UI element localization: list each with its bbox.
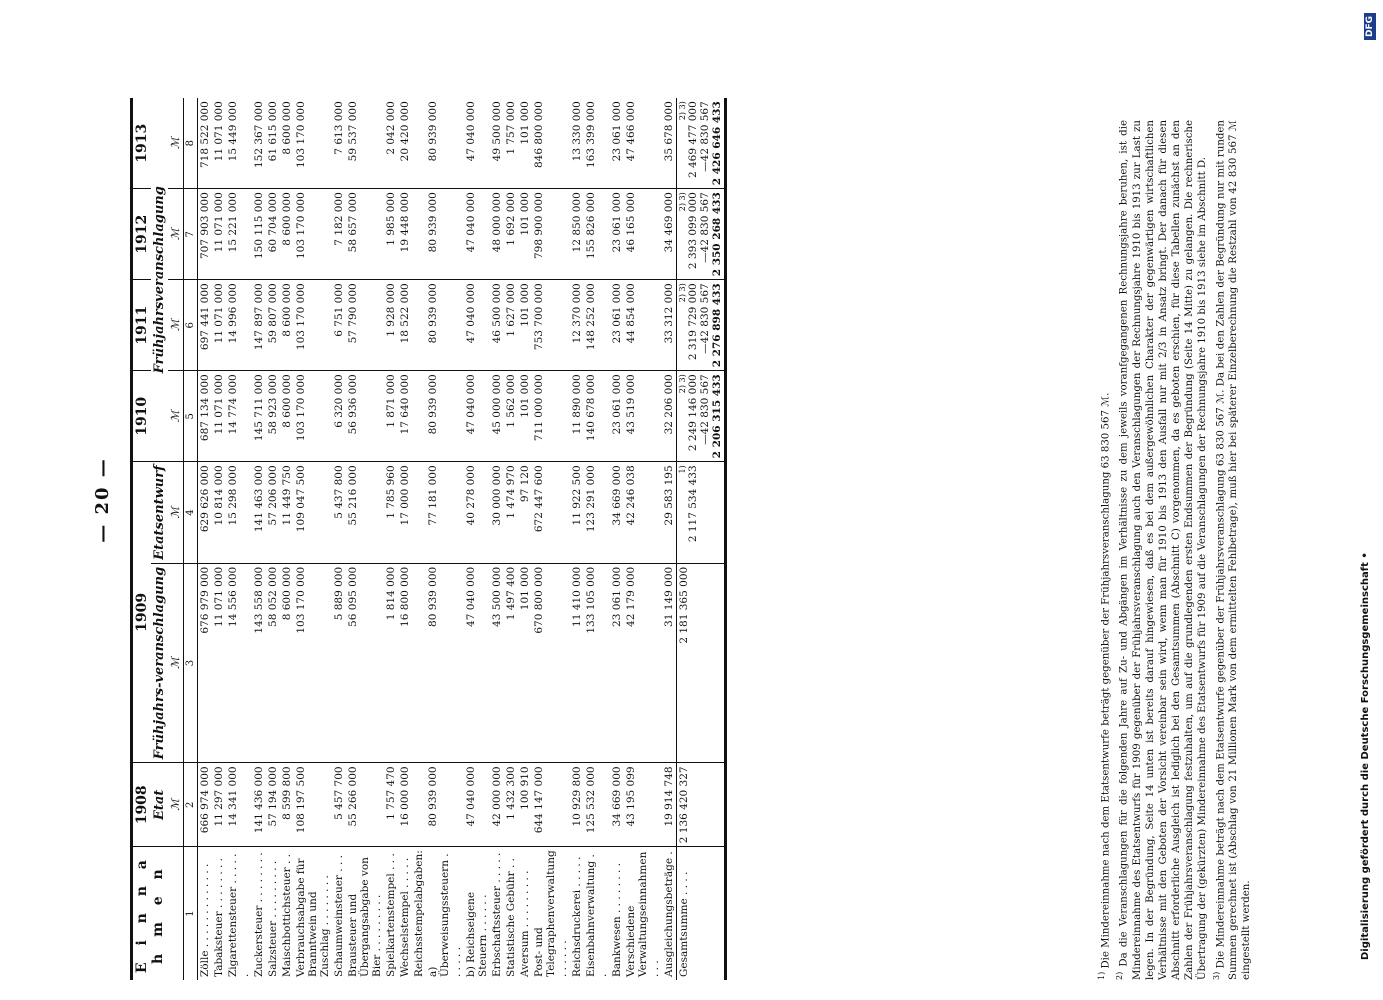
value-cell: 43 519 000 — [624, 371, 662, 462]
value-cell: 1 928 000 — [384, 280, 398, 371]
row-label: Brausteuer und Übergangsabgabe von Bier . . . . . . . . . — [346, 847, 384, 980]
index-2: 2 — [184, 763, 198, 847]
value-cell: 1 474 970 — [504, 462, 518, 563]
unit-8: ℳ — [169, 137, 182, 150]
value-cell: 8 600 000 — [280, 280, 294, 371]
value-cell: 133 105 000 — [584, 563, 610, 763]
value-cell: 718 522 000 — [199, 101, 211, 169]
table-row — [504, 98, 518, 980]
table-row — [332, 98, 346, 980]
value-cell: 1 871 000 — [384, 371, 398, 462]
value-cell: 150 115 000 — [252, 189, 266, 280]
value-cell: 80 939 000 — [426, 563, 464, 763]
value-cell: 47 040 000 — [464, 371, 490, 462]
value-cell: 44 854 000 — [624, 280, 662, 371]
value-cell: 61 615 000 — [267, 101, 279, 162]
total-cell: 2) 3) 2 249 146 000 —42 830 567 2 206 315 433 — [677, 371, 726, 462]
value-cell: 846 800 000 — [533, 101, 545, 169]
value-cell: 48 000 000 — [490, 189, 504, 280]
value-cell: 31 149 000 — [662, 563, 677, 763]
value-cell — [412, 563, 426, 763]
value-cell: 18 522 000 — [398, 280, 412, 371]
row-label: Zölle . . . . . . . . . . . . . — [198, 847, 213, 980]
value-cell — [412, 462, 426, 563]
sub-etat: Etat — [151, 763, 168, 847]
value-cell: 8 599 800 — [280, 763, 294, 847]
value-cell: 15 449 000 — [227, 101, 239, 162]
value-cell: 23 061 000 — [610, 189, 624, 280]
table-row — [198, 98, 213, 980]
total-cell: 2) 3) 2 393 099 000 —42 830 567 2 350 268 433 — [677, 189, 726, 280]
value-cell: 43 195 099 — [624, 763, 662, 847]
row-label: Bankwesen . . . . . . . . — [610, 847, 624, 980]
value-cell: 140 678 000 — [584, 371, 610, 462]
table-row — [610, 98, 624, 980]
value-cell: 60 704 000 — [266, 189, 280, 280]
value-cell: 80 939 000 — [426, 371, 464, 462]
value-cell: 32 206 000 — [662, 371, 677, 462]
value-cell: 19 448 000 — [398, 189, 412, 280]
value-cell: 34 669 000 — [610, 462, 624, 563]
value-cell: 29 583 195 — [662, 462, 677, 563]
total-label: Gesamtsumme . . . . — [677, 847, 726, 980]
dfg-logo: DFG — [1364, 13, 1376, 40]
value-cell: 1 785 960 — [384, 462, 398, 563]
value-cell: 58 052 000 — [266, 563, 280, 763]
value-cell: 6 320 000 — [332, 371, 346, 462]
value-cell: 8 600 000 — [281, 101, 293, 155]
value-cell: 55 216 000 — [346, 462, 384, 563]
row-label: Reichsstempelabgaben: — [412, 847, 426, 980]
value-cell: 155 826 000 — [584, 189, 610, 280]
table-row — [252, 98, 266, 980]
label-header: E i n n a h m e n — [132, 847, 169, 980]
value-cell — [412, 371, 426, 462]
value-cell: 666 974 000 — [198, 763, 213, 847]
value-cell: 10 929 800 — [570, 763, 584, 847]
value-cell: 12 850 000 — [570, 189, 584, 280]
value-cell: 711 000 000 — [532, 371, 570, 462]
value-cell: 47 040 000 — [464, 763, 490, 847]
table-row — [426, 98, 464, 980]
value-cell: 14 996 000 — [226, 280, 252, 371]
value-cell: 101 000 — [519, 101, 531, 145]
value-cell: 42 000 000 — [490, 763, 504, 847]
value-cell: 23 061 000 — [611, 101, 623, 162]
value-cell: 49 500 000 — [491, 101, 503, 162]
deduction-cell: —42 830 567 — [699, 374, 711, 445]
value-cell: 16 000 000 — [398, 763, 412, 847]
value-cell — [412, 189, 426, 280]
table-row — [384, 98, 398, 980]
value-cell — [412, 763, 426, 847]
row-label: Salzsteuer . . . . . . . . . — [266, 847, 280, 980]
value-cell: 145 711 000 — [252, 371, 266, 462]
value-cell: 148 252 000 — [584, 280, 610, 371]
footnote-3: $^{3)}$ Die Mindereinnahme beträgt nach dem Etatsentwurfe gegenüber der Frühjahrsveranschlagung 63 830 567 ℳ. Da bei den Zahlen der Begründung nur mit runden Summen gerechnet ist (Abschlag von 21 Millionen Mark von dem ermittelten Fehlbetrage), muß hier bei späterer Einzelberechnung die Restzahl von 42 830 567 ℳ eingestellt werden. — [1211, 120, 1253, 980]
value-cell: 101 000 — [518, 371, 532, 462]
row-label: Erbschaftssteuer . . . . . — [490, 847, 504, 980]
deduction-cell: —42 830 567 — [699, 192, 711, 263]
table-row — [570, 98, 584, 980]
value-cell: 23 061 000 — [610, 371, 624, 462]
value-cell: 5 437 800 — [332, 462, 346, 563]
value-cell: 58 923 000 — [266, 371, 280, 462]
index-1: 1 — [184, 847, 198, 980]
value-cell: 1 497 400 — [504, 563, 518, 763]
total-cell: 2 181 365 000 — [677, 563, 726, 763]
value-cell: 57 790 000 — [346, 280, 384, 371]
value-cell: 35 678 000 — [663, 101, 675, 162]
value-cell: 23 061 000 — [610, 280, 624, 371]
value-cell: 103 170 000 — [295, 101, 307, 169]
value-cell: 42 179 000 — [624, 563, 662, 763]
value-cell: 109 047 500 — [294, 462, 332, 563]
row-label: a) Überweisungssteuern . . . . . . — [426, 847, 464, 980]
value-cell: 100 910 — [518, 763, 532, 847]
value-cell: 77 181 000 — [426, 462, 464, 563]
value-cell: 15 221 000 — [226, 189, 252, 280]
value-cell: 5 457 700 — [332, 763, 346, 847]
value-cell: 101 000 — [518, 189, 532, 280]
value-cell: 12 370 000 — [570, 280, 584, 371]
value-cell: 46 500 000 — [490, 280, 504, 371]
total-cell: 2) 3) 2 469 477 000 —42 830 567 2 426 646 433 — [677, 98, 726, 189]
net-cell: 2 350 268 433 — [711, 192, 723, 277]
table-row — [294, 98, 332, 980]
table-row — [662, 98, 677, 980]
value-cell: 8 600 000 — [280, 371, 294, 462]
footnote-2: $^{2)}$ Da die Veranschlagungen für die folgenden Jahre auf Zu- und Abgängen im Verhältnisse zu dem jeweils voranfgegangenen Rechnungsjahre beruhen, ist die Mindereinnahme des Etatsentwurfs für 1909 gegenüber der Frühjahrsveranschlagung auch den Veranschlagungen der Rechnungsjahre 1910 bis 1913 zur Last zu legen. In der Begründung, Seite 14 unten ist bereits darauf hingewiesen, daß es bei dem außergewöhnlichen Charakter der gegenwärtigen wirtschaftlichen Verhältnisse mit den Geboten der Vorsicht vereinbar sein wird, wenn man für 1910 bis 1913 den Ausfall nur mit 2/3 in Ansatz bringt. Der danach für diesen Abschnitt erforderliche Ausgleich ist lediglich bei den Gesamtsummen (Abschnitt C) vorgenommen, da es geboten erschien, für diese Tabellen zunächst an den Zahlen der Frühjahrsveranschlagung festzuhalten, um auf die grundlegenden ersten Endsummen der Begründung (Seite 14 Mitte) zu gelangen. Die rechnerische Übertragung der (gekürzten) Mindereinnahme des Etatsentwurfs für 1909 auf die Veranschlagungen der Rechnungsjahre 1910 bis 1913 siehe im Abschnitt D. — [1115, 120, 1208, 980]
value-cell: 629 626 000 — [198, 462, 213, 563]
value-cell: 30 000 000 — [490, 462, 504, 563]
unit-6: ℳ — [168, 280, 184, 371]
value-cell: 11 071 000 — [212, 280, 226, 371]
unit-7: ℳ — [168, 189, 184, 280]
value-cell: 141 463 000 — [252, 462, 266, 563]
table-row — [398, 98, 412, 980]
row-label: Spielkartenstempel . . . — [384, 847, 398, 980]
value-cell: 59 807 000 — [266, 280, 280, 371]
value-cell — [412, 280, 426, 371]
value-cell: 34 669 000 — [610, 763, 624, 847]
row-label: Tabaksteuer . . . . . . . . — [212, 847, 226, 980]
value-cell: 6 751 000 — [332, 280, 346, 371]
value-cell: 7 182 000 — [332, 189, 346, 280]
value-cell: 56 936 000 — [346, 371, 384, 462]
value-cell: 11 071 000 — [212, 371, 226, 462]
row-label: Verbrauchsabgabe für Branntwein und Zuschlag . . . . . . . . — [294, 847, 332, 980]
value-cell: 1 692 000 — [504, 189, 518, 280]
unit-3: ℳ — [168, 563, 184, 763]
value-cell: 23 061 000 — [610, 563, 624, 763]
value-cell: 47 040 000 — [464, 189, 490, 280]
value-cell: 143 558 000 — [252, 563, 266, 763]
row-label: Ausgleichungsbeträge . — [662, 847, 677, 980]
table-row — [584, 98, 610, 980]
value-cell: 163 399 000 — [585, 101, 597, 169]
unit-4: ℳ — [168, 462, 184, 563]
value-cell: 697 441 000 — [198, 280, 213, 371]
value-cell: 10 814 000 — [212, 462, 226, 563]
value-cell: 1 757 000 — [505, 101, 517, 155]
year-1911: 1911 — [132, 280, 152, 371]
index-5: 5 — [184, 371, 198, 462]
value-cell: 676 979 000 — [198, 563, 213, 763]
value-cell: 7 613 000 — [333, 101, 345, 155]
year-1909: 1909 — [132, 462, 152, 763]
row-label: Wechselstempel . . . . . — [398, 847, 412, 980]
value-cell: 141 436 000 — [252, 763, 266, 847]
value-cell: 2 042 000 — [385, 101, 397, 155]
value-cell: 707 903 000 — [198, 189, 213, 280]
value-cell: 123 291 000 — [584, 462, 610, 563]
row-label: Verschiedene Verwaltungseinnahmen . . . — [624, 847, 662, 980]
row-label: Zigarettensteuer . . . . . . — [226, 847, 252, 980]
total-cell: 1) 2 117 534 433 — [677, 462, 726, 563]
table-row — [490, 98, 504, 980]
value-cell: 11 071 000 — [212, 189, 226, 280]
table-row — [226, 98, 252, 980]
value-cell: 59 537 000 — [347, 101, 359, 162]
value-cell: 1 814 000 — [384, 563, 398, 763]
value-cell: 33 312 000 — [662, 280, 677, 371]
value-cell: 11 297 000 — [212, 763, 226, 847]
net-cell: 2 276 898 433 — [711, 283, 723, 368]
row-label: Aversum . . . . . . . . . — [518, 847, 532, 980]
value-cell: 152 367 000 — [253, 101, 265, 169]
value-cell: 16 800 000 — [398, 563, 412, 763]
value-cell: 1 985 000 — [384, 189, 398, 280]
value-cell: 47 040 000 — [464, 280, 490, 371]
value-cell: 1 627 000 — [504, 280, 518, 371]
total-cell: 2 136 420 327 — [677, 763, 726, 847]
value-cell: 644 147 000 — [532, 763, 570, 847]
row-label: Maischbottichsteuer . . — [280, 847, 294, 980]
value-cell: 753 700 000 — [532, 280, 570, 371]
deduction-cell: —42 830 567 — [699, 283, 711, 354]
value-cell: 46 165 000 — [624, 189, 662, 280]
value-cell: 11 890 000 — [570, 371, 584, 462]
value-cell: 55 266 000 — [346, 763, 384, 847]
index-6: 6 — [184, 280, 198, 371]
row-label: Eisenbahnverwaltung . . — [584, 847, 610, 980]
value-cell: 670 800 000 — [532, 563, 570, 763]
value-cell: 11 071 000 — [212, 563, 226, 763]
table-row — [624, 98, 662, 980]
value-cell: 103 170 000 — [294, 563, 332, 763]
digitization-note: Digitalisierung gefördert durch die Deutsche Forschungsgemeinschaft • — [1360, 552, 1371, 960]
forecast-group-header: Frühjahrsveranschlagung — [152, 186, 167, 374]
value-cell: 45 000 000 — [490, 371, 504, 462]
value-cell: 101 000 — [518, 280, 532, 371]
value-cell: 57 194 000 — [266, 763, 280, 847]
value-cell: 103 170 000 — [294, 371, 332, 462]
value-cell: 56 095 000 — [346, 563, 384, 763]
value-cell: 108 197 500 — [294, 763, 332, 847]
sub-fruehjahr: Frühjahrs-veranschlagung — [151, 563, 168, 763]
value-cell: 103 170 000 — [294, 189, 332, 280]
value-cell: 687 134 000 — [198, 371, 213, 462]
value-cell: 20 420 000 — [399, 101, 411, 162]
value-cell: 80 939 000 — [426, 189, 464, 280]
year-1910: 1910 — [132, 371, 152, 462]
footnotes — [1095, 120, 1254, 980]
row-label: Post- und Telegraphenverwaltung . . . . . . — [532, 847, 570, 980]
table-row — [346, 98, 384, 980]
table-row — [266, 98, 280, 980]
year-1908: 1908 — [132, 763, 152, 847]
row-label: Schaumweinsteuer . . . — [332, 847, 346, 980]
value-cell: 43 500 000 — [490, 563, 504, 763]
value-cell: 11 071 000 — [213, 101, 225, 162]
value-cell: 101 000 — [518, 563, 532, 763]
value-cell: 47 466 000 — [625, 101, 637, 162]
row-label: b) Reichseigene Steuern . . . . . . — [464, 847, 490, 980]
value-cell: 14 556 000 — [226, 563, 252, 763]
index-4: 4 — [184, 462, 198, 563]
value-cell: 1 562 000 — [504, 371, 518, 462]
value-cell: 13 330 000 — [571, 101, 583, 162]
value-cell: 15 298 000 — [226, 462, 252, 563]
table-row — [464, 98, 490, 980]
value-cell: 40 278 000 — [464, 462, 490, 563]
unit-2: ℳ — [168, 763, 184, 847]
value-cell: 42 246 038 — [624, 462, 662, 563]
value-cell: 58 657 000 — [346, 189, 384, 280]
value-cell: 57 206 000 — [266, 462, 280, 563]
deduction-cell: —42 830 567 — [699, 101, 711, 172]
value-cell: 80 939 000 — [426, 763, 464, 847]
net-cell: 2 206 315 433 — [711, 374, 723, 459]
value-cell: 80 939 000 — [427, 101, 439, 162]
value-cell: 17 000 000 — [398, 462, 412, 563]
value-cell: 47 040 000 — [465, 101, 477, 162]
value-cell: 47 040 000 — [464, 563, 490, 763]
value-cell: 19 914 748 — [662, 763, 677, 847]
footnote-1: $^{1)}$ Die Mindereinnahme nach dem Etatsentwurfe beträgt gegenüber der Frühjahrsveranschlagung 63 830 567 ℳ. — [1097, 392, 1112, 980]
index-3: 3 — [184, 563, 198, 763]
total-cell: 2) 3) 2 319 729 000 —42 830 567 2 276 898 433 — [677, 280, 726, 371]
unit-5: ℳ — [168, 371, 184, 462]
value-cell: 14 341 000 — [226, 763, 252, 847]
net-cell: 2 426 646 433 — [711, 101, 723, 186]
value-cell: 11 922 500 — [570, 462, 584, 563]
revenue-table — [130, 98, 727, 980]
value-cell: 147 897 000 — [252, 280, 266, 371]
value-cell: 8 600 000 — [280, 563, 294, 763]
page-number: — 20 — — [92, 457, 113, 543]
value-cell: 11 410 000 — [570, 563, 584, 763]
table-row — [412, 98, 426, 980]
value-cell: 5 889 000 — [332, 563, 346, 763]
value-cell: 103 170 000 — [294, 280, 332, 371]
value-cell: 80 939 000 — [426, 280, 464, 371]
value-cell: 8 600 000 — [280, 189, 294, 280]
value-cell: 97 120 — [518, 462, 532, 563]
value-cell: 11 449 750 — [280, 462, 294, 563]
value-cell: 34 469 000 — [662, 189, 677, 280]
value-cell: 14 774 000 — [226, 371, 252, 462]
row-label: Zuckersteuer . . . . . . . . — [252, 847, 266, 980]
table-row — [518, 98, 532, 980]
index-7: 7 — [184, 189, 198, 280]
table-row — [280, 98, 294, 980]
table-row — [532, 98, 570, 980]
value-cell: 125 532 000 — [584, 763, 610, 847]
row-label: Reichsdruckerei . . . . . — [570, 847, 584, 980]
sub-etatsentwurf: Etatsentwurf — [151, 462, 168, 563]
value-cell: 798 900 000 — [532, 189, 570, 280]
table-row — [212, 98, 226, 980]
value-cell: 1 757 470 — [384, 763, 398, 847]
value-cell — [412, 98, 426, 189]
year-1912: 1912 — [132, 189, 152, 280]
value-cell: 672 447 600 — [532, 462, 570, 563]
value-cell: 1 432 300 — [504, 763, 518, 847]
row-label: Statistische Gebühr . . — [504, 847, 518, 980]
index-8: 8 — [184, 98, 198, 189]
year-1913: 1913 — [134, 123, 150, 163]
value-cell: 17 640 000 — [398, 371, 412, 462]
